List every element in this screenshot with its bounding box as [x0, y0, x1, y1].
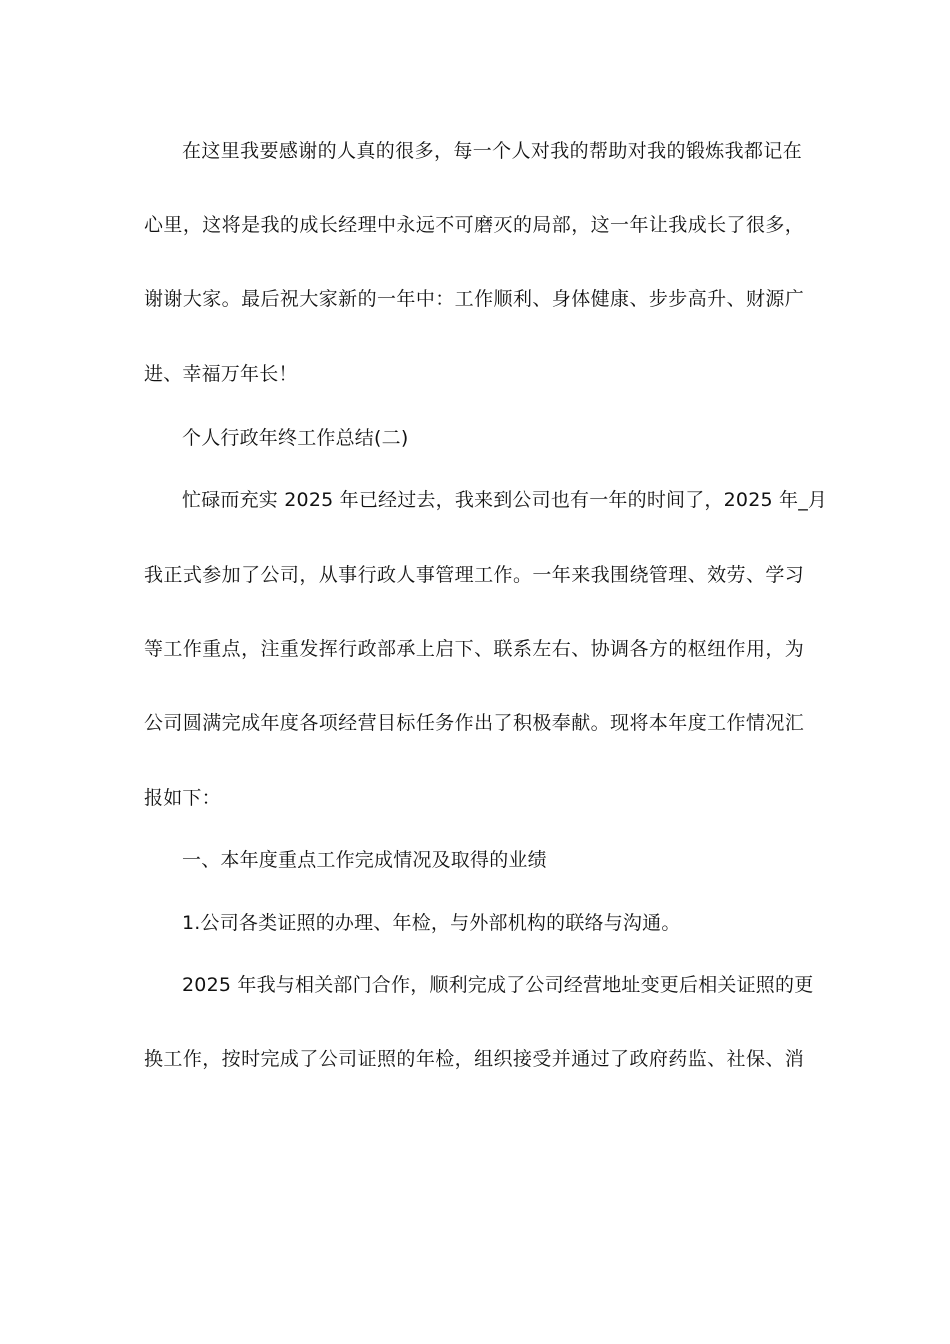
paragraph-line-1: 在这里我要感谢的人真的很多，每一个人对我的帮助对我的锻炼我都记在 [182, 140, 802, 162]
paragraph-line-6: 我正式参加了公司，从事行政人事管理工作。一年来我围绕管理、效劳、学习 [144, 564, 804, 586]
paragraph-line-2: 心里，这将是我的成长经理中永远不可磨灭的局部，这一年让我成长了很多， [144, 214, 804, 236]
paragraph-line-10: 2025 年我与相关部门合作，顺利完成了公司经营地址变更后相关证照的更 [182, 974, 814, 996]
paragraph-line-9: 报如下： [144, 787, 221, 809]
paragraph-line-11: 换工作，按时完成了公司证照的年检，组织接受并通过了政府药监、社保、消 [144, 1048, 804, 1070]
subheading-1: 一、本年度重点工作完成情况及取得的业绩 [182, 849, 547, 871]
section-heading: 个人行政年终工作总结(二) [182, 427, 409, 449]
paragraph-line-7: 等工作重点，注重发挥行政部承上启下、联系左右、协调各方的枢纽作用，为 [144, 638, 804, 660]
subheading-2: 1.公司各类证照的办理、年检，与外部机构的联络与沟通。 [182, 912, 681, 934]
paragraph-line-8: 公司圆满完成年度各项经营目标任务作出了积极奉献。现将本年度工作情况汇 [144, 712, 804, 734]
paragraph-line-4: 进、幸福万年长！ [144, 363, 298, 385]
paragraph-line-5: 忙碌而充实 2025 年已经过去，我来到公司也有一年的时间了，2025 年_月 [182, 489, 828, 511]
paragraph-line-3: 谢谢大家。最后祝大家新的一年中：工作顺利、身体健康、步步高升、财源广 [144, 288, 804, 310]
